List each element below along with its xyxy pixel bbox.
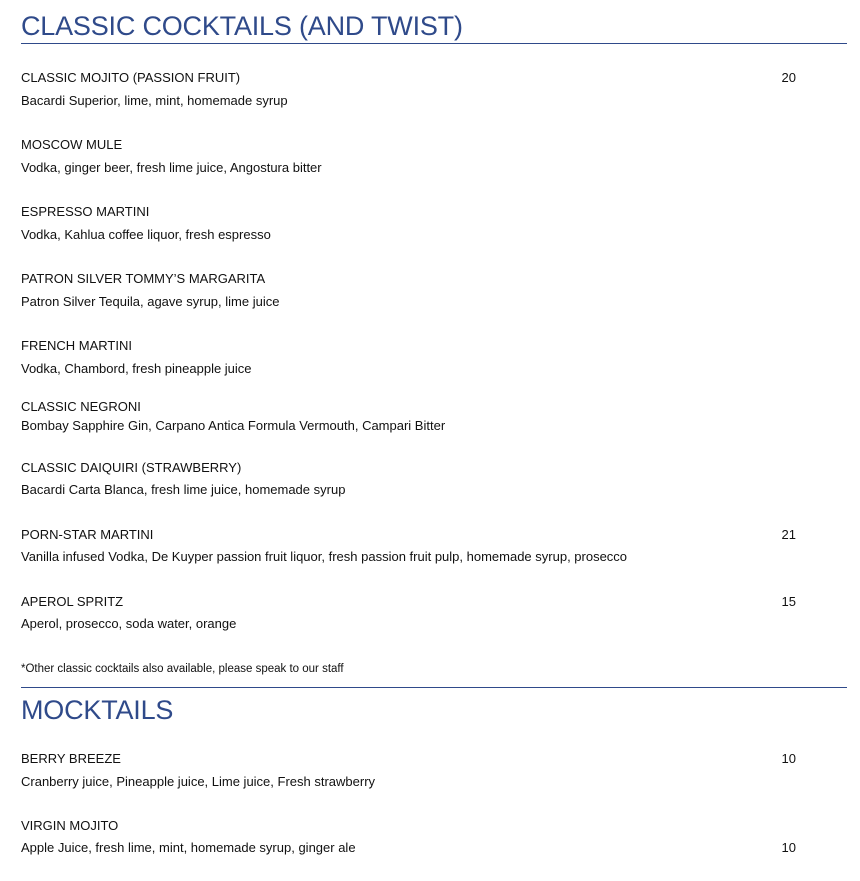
menu-item-description: Apple Juice, fresh lime, mint, homemade syrup, ginger ale xyxy=(21,840,356,855)
menu-item-price: 21 xyxy=(781,527,796,542)
menu-item-name: FRENCH MARTINI xyxy=(21,338,132,353)
menu-item-description: Vodka, Kahlua coffee liquor, fresh espresso xyxy=(21,227,271,242)
menu-item-description: Bacardi Superior, lime, mint, homemade syrup xyxy=(21,93,288,108)
menu-item-name: PATRON SILVER TOMMY’S MARGARITA xyxy=(21,271,266,286)
menu-item-price: 15 xyxy=(781,594,796,609)
section-divider xyxy=(21,687,847,688)
footnote: *Other classic cocktails also available, please speak to our staff xyxy=(21,663,344,675)
menu-item-price: 10 xyxy=(781,751,796,766)
menu-item-name: MOSCOW MULE xyxy=(21,137,123,152)
menu-item-name: CLASSIC MOJITO (PASSION FRUIT) xyxy=(21,70,241,85)
menu-item-name: BERRY BREEZE xyxy=(21,751,121,766)
menu-item-description: Bacardi Carta Blanca, fresh lime juice, homemade syrup xyxy=(21,482,346,497)
menu-item-name: PORN-STAR MARTINI xyxy=(21,527,154,542)
menu-item-description: Vodka, Chambord, fresh pineapple juice xyxy=(21,361,252,376)
section-title-cocktails: CLASSIC COCKTAILS (AND TWIST) xyxy=(21,11,463,41)
menu-item-description: Vodka, ginger beer, fresh lime juice, Angostura bitter xyxy=(21,160,322,175)
section-title-mocktails: MOCKTAILS xyxy=(21,695,174,725)
section-divider xyxy=(21,43,847,44)
menu-item-name: VIRGIN MOJITO xyxy=(21,818,119,833)
menu-item-name: APEROL SPRITZ xyxy=(21,594,124,609)
menu-item-name: ESPRESSO MARTINI xyxy=(21,204,150,219)
menu-item-name: CLASSIC NEGRONI xyxy=(21,399,141,414)
menu-item-price: 20 xyxy=(781,70,796,85)
menu-item-name: CLASSIC DAIQUIRI (STRAWBERRY) xyxy=(21,460,242,475)
menu-item-description: Vanilla infused Vodka, De Kuyper passion fruit liquor, fresh passion fruit pulp, homemade syrup, prosecco xyxy=(21,549,628,564)
menu-item-description: Cranberry juice, Pineapple juice, Lime juice, Fresh strawberry xyxy=(21,774,376,789)
menu-item-price: 10 xyxy=(781,840,796,855)
menu-item-description: Patron Silver Tequila, agave syrup, lime juice xyxy=(21,294,280,309)
menu-item-description: Bombay Sapphire Gin, Carpano Antica Formula Vermouth, Campari Bitter xyxy=(21,418,446,433)
menu-item-description: Aperol, prosecco, soda water, orange xyxy=(21,616,237,631)
